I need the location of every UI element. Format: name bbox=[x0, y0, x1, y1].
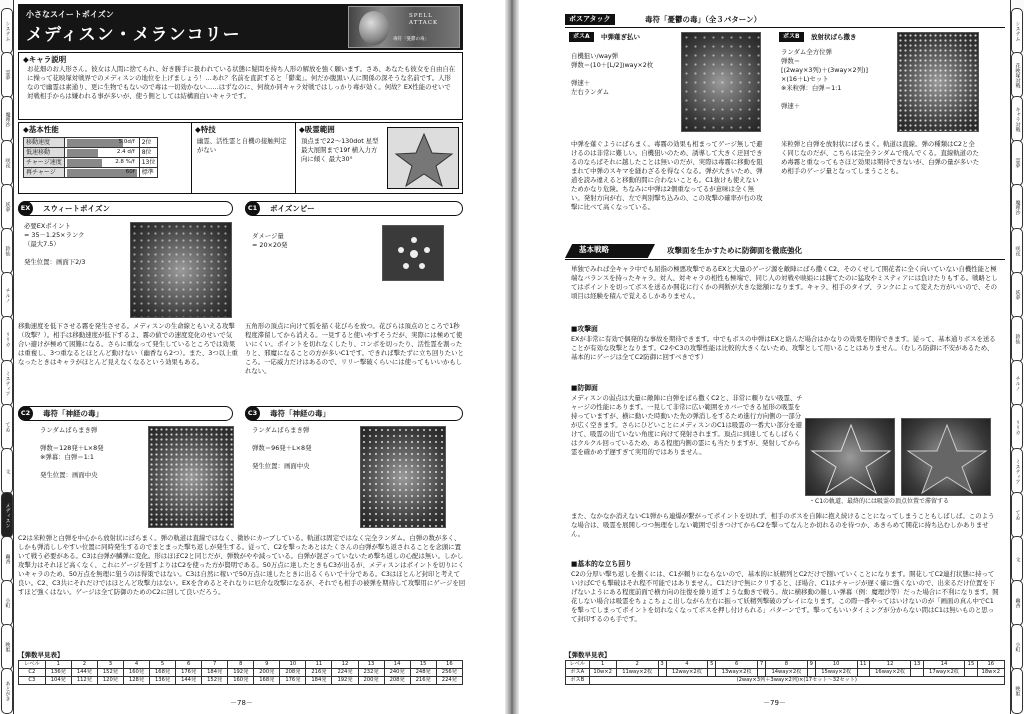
table-header-cell: 4 bbox=[123, 661, 149, 669]
boss-a-info: 自機狙い/way弾 弾数＝(10＋[L/2])way×2枚 弾速＋ 左右ランダム bbox=[571, 52, 654, 96]
tab[interactable]: 幽香 bbox=[1, 536, 13, 582]
table-header-cell: 12 bbox=[869, 661, 911, 669]
trajectory-star-icon bbox=[806, 419, 895, 496]
c1-header bbox=[245, 201, 463, 216]
table-cell: (2way×3列＋3way×2列)×(17セット〜32セット) bbox=[589, 677, 1004, 685]
ex-text: 移動速度を低下させる霧を発生させる。メディスンの生命線ともいえる攻撃（攻撃？）。相手は移動速度が低下するよ、霧の値での速度変化のせいで気合い避けが極めて困難になる。さらに重なって発生しているところでは効果は重複し、3つ重なるとほとんど動けない（幽香なら2つ）。また、3つ以上重なったときはキャラがほとんど見えなくなるという効果もある。 bbox=[18, 322, 238, 366]
table-cell: C3 bbox=[19, 677, 46, 685]
tab[interactable]: 魔理沙 bbox=[1, 96, 13, 142]
boss-a-screenshot bbox=[681, 32, 761, 132]
table-header-cell: 6 bbox=[176, 661, 202, 669]
table-cell: 160発 bbox=[228, 677, 254, 685]
speed-heading-right: 【弾数早見表】 bbox=[565, 651, 611, 659]
tab[interactable]: あとがき bbox=[1, 668, 13, 714]
tab[interactable]: ミスティア bbox=[1011, 448, 1023, 494]
page-78 bbox=[0, 0, 505, 714]
stat-value: 2.4 d/f bbox=[116, 148, 135, 155]
stat-value-cell bbox=[64, 158, 139, 168]
tab[interactable]: 花映塚対戦 bbox=[1011, 52, 1023, 98]
table-header-cell: 13 bbox=[911, 661, 923, 669]
strategy-label: 基本戦略 bbox=[579, 245, 609, 254]
c3-header bbox=[245, 406, 463, 421]
ex-header bbox=[18, 201, 233, 216]
chara-section bbox=[18, 52, 463, 120]
table-cell: 192発 bbox=[332, 677, 358, 685]
flower-shot-icon bbox=[383, 226, 444, 281]
flow-text: C2の分厚い撃ち返しを捌くには、C1が頼りにならないので、基本的に妖精列とC2だけで捌いていくことになります。開花してC2連打状態に持っていけばCでも撃破はそれ程不可能ではありません。C1だけで無にクリすると、ぼ場合、C1はチャージが遅く確に強くないので、出来るだけ位置を下げないようにある程度前面で横方向の往復を繰り返すような動きで戦う。故に横移動の難しい弾幕（例：魔理沙等）だった場合に不利になります。開花しない場合は吸霊をちょこちょこ出しながら左右に振って妖精列撃破のプレイになります。この際一番やってはいけないのが「画面の真ん中でC1を撃ってしまってポイントを切れなくなってボスを押し付けられる」パターンです。撃ってもいいタイミングが分からない間はC1は無いものと思って封印するのも手です。 bbox=[571, 570, 999, 623]
table-cell: 136発 bbox=[150, 677, 176, 685]
stat-value: 60f bbox=[125, 168, 135, 175]
c3-screenshot bbox=[360, 426, 446, 528]
table-header-cell: 2 bbox=[71, 661, 97, 669]
tab[interactable]: 魔理沙 bbox=[1011, 184, 1023, 230]
chara-text: お花畑のお人形さん。彼女は人間に捨てられ、好き勝手に扱われている状態に疑問を持ち人形の解放を強く願います。さあ、あなたも彼女を自由自在に操って花映塚対戦界でのメディスンの地位を上げましょう！…あれ？名前を直訳すると「鬱薬」。何だか腹黒い人に関係の深そうな名前です。人形なので幽霊は素通り、更に生物でもないので毒は一切効かない……はずなのに、何故か同キャラ対戦ではしっかり毒が効く。何故？EX性能のせいで対戦相手からは嫌われる事が多いが、使う側としては結構面白いキャラです。 bbox=[27, 65, 456, 100]
c1-trajectory-screenshot bbox=[805, 418, 895, 496]
stat-label: 移動速度 bbox=[24, 138, 65, 148]
tab[interactable]: 映姫 bbox=[1011, 668, 1023, 714]
c1-final-screenshot bbox=[901, 418, 991, 496]
character-portrait bbox=[348, 6, 460, 48]
character-subtitle: 小さなスイートポイズン bbox=[26, 10, 114, 19]
table-cell: 152発 bbox=[202, 677, 228, 685]
stat-value: 5.0d/f bbox=[118, 138, 135, 145]
table-cell: 18w×2 bbox=[977, 669, 1004, 677]
boss-attack-label: ボスアタック bbox=[565, 14, 615, 25]
table-cell: C2 bbox=[19, 669, 46, 677]
stat-rank: 2位 bbox=[139, 138, 158, 148]
table-cell: 16way×2枚 bbox=[869, 669, 911, 677]
ex-title: スウィートポイズン bbox=[43, 204, 110, 213]
table-header-cell: 5 bbox=[150, 661, 176, 669]
defense-text-2: また、なかなか消えないC1弾から連爆が繋がってポイントを切れず、相手のボスを自陣に抱え続けることになってしまうこともしばしば。このような場合は、吸霊を展開しつつ無理をしない範囲で引きつけてからC2を撃ってなんとか切れるのを待つか、あきらめて開花に持ち込むしかありません。 bbox=[571, 512, 995, 538]
table-header-cell: 3 bbox=[658, 661, 666, 669]
boss-b-info: ランダム全方位弾 弾数＝ [(2way×3列)＋(3way×2列)] ×(16＋L)セット ※米粒弾：白弾＝1:1 弾速＋ bbox=[781, 48, 868, 110]
boss-b-screenshot bbox=[897, 32, 979, 132]
tab[interactable]: リリカ bbox=[1, 316, 13, 362]
table-cell: 208発 bbox=[280, 669, 306, 677]
tab[interactable]: 映姫 bbox=[1, 624, 13, 670]
page-number: －78－ bbox=[230, 698, 253, 707]
tab[interactable]: システム bbox=[1, 8, 13, 54]
title-band bbox=[18, 4, 463, 50]
attack-text: EXが非常に有効で偶発的な事故を期待できます。中でもボスの中弾はEXと絡んだ場合はかなりの効果を期待できます。従って、基本通りボスを送ることが有効な攻撃となります。C2やC3の攻撃性能は比較的大きくないため、攻撃として用いることはありません。（むしろ防御に不安があるため、基本的にゲージは全てC2防御に回すべきです） bbox=[571, 335, 996, 361]
character-name: メディスン・メランコリー bbox=[26, 25, 241, 45]
table-cell: 176発 bbox=[176, 669, 202, 677]
stats-table bbox=[23, 137, 158, 178]
page-79 bbox=[519, 0, 1024, 714]
tab[interactable]: 幽香 bbox=[1011, 580, 1023, 626]
table-cell: 144発 bbox=[71, 669, 97, 677]
stat-row bbox=[24, 168, 158, 178]
figure-caption: ・C1の軌道、最終的には吸霊の頂点位置で滞留する bbox=[809, 498, 950, 505]
table-header-cell: 4 bbox=[666, 661, 708, 669]
stat-label: 低速移動 bbox=[24, 148, 65, 158]
c1-text: 五角形の頂点に向けて弧を描く花びらを放つ。花びらは頂点のところで1秒程度滞留してから消える。一見すると使いやすそうだが、実際には極めて使いにくい。ポイントを切れなくしたり、コンボを切ったり、活性霊を割ったりと、邪魔になることの方が多いC1です。できれば撃たずに立ち回りたいところ。一応威力だけはあるので、リリー撃破くらいには使ってもいいかもしれない。 bbox=[245, 322, 464, 375]
table-cell: 176発 bbox=[280, 677, 306, 685]
table-cell: 152発 bbox=[97, 669, 123, 677]
table-header-cell: 10 bbox=[815, 661, 857, 669]
stat-value-cell bbox=[64, 148, 139, 158]
star-absorb-icon bbox=[388, 128, 460, 190]
table-cell: 224発 bbox=[436, 677, 462, 685]
stat-rank: 標準 bbox=[139, 168, 158, 178]
table-cell: 160発 bbox=[123, 669, 149, 677]
table-cell: ボスB bbox=[566, 677, 590, 685]
tab[interactable]: 霊夢 bbox=[1, 52, 13, 98]
attack-heading: ■攻撃面 bbox=[571, 325, 598, 333]
tab-active[interactable]: メディスン bbox=[1, 492, 13, 538]
table-header-cell: 9 bbox=[807, 661, 815, 669]
c3-badge: C3 bbox=[245, 406, 260, 421]
stat-value-cell bbox=[64, 168, 139, 178]
table-header-cell: 8 bbox=[766, 661, 808, 669]
table-cell: 168発 bbox=[150, 669, 176, 677]
table-header-cell: レベル bbox=[566, 661, 590, 669]
c2-c3-text: C2は米粒弾と白弾を中心から放射状にばらまく。弾の軌道は直線ではなく、微妙にカーブしている。軌道は固定ではなく完全ランダム。白弾の数が多く、しかも弾消ししやすい位置に同時発生するのでまとまった撃ち返しが発生する。従って、C2を撃ったあとはたくさんの白弾が撃ち返されることを念頭に置いて戦う必要がある。C3は白弾が鱗弾に変化。形はほぼC2と同じだが、弾数がやや減っている。白弾が混ざっていないため撃ち返しの心配は無い。しかし攻撃力はそれほど高くなく、これにゲージを回すよりはC2を使った方が賢明である。50万点に達したときもC3が出るが、メディスンはポイントを切りにくいキャラのため、50万点を無理に狙うのは得策ではない。C3は自然に稼いで50万点に達したときに出るくらいで十分である。C3はほとんど封印と考えて良い。C2、C3共にそれだけではほとんど攻撃力はない。EXを含めるとそれなりに厄介な攻撃になるが、それでも相手の被弾を期待して攻撃用にゲージを回すほど強くはない。ゲージは全て防御のためのC2に回して良いだろう。 bbox=[18, 534, 466, 596]
defense-text: メディスンの弱点は大量に敵陣に白弾をばら撒くC2と、非常に頼りない吸霊、チャージの性能にあります。一見して非常に広い範囲をカバーできる星形の吸霊を持っていますが、横に動いた時動いた先の弾消しをするため進行方向側の一部分が広く空きます。さらにひどいことにメディスンのC1は吸霊の一番大い部分を避けて、吸霊の出ていない角度に向けて発射されます。頂点に到達してもしばらくはクルクル回っているため、ある程度内側の霊にも当たりますが、発射してから霊を確かめず遅すぎて実用的ではありません。 bbox=[571, 394, 803, 456]
table-cell: 200発 bbox=[358, 677, 384, 685]
boss-bullet-count-table bbox=[565, 660, 1005, 685]
tab[interactable]: チルノ bbox=[1, 272, 13, 318]
stat-label: チャージ速度 bbox=[24, 158, 65, 168]
tab[interactable]: システム bbox=[1011, 8, 1023, 54]
tab[interactable]: 鈴仙 bbox=[1011, 316, 1023, 362]
table-cell: 11way×2枚 bbox=[616, 669, 658, 677]
strategy-text: 単独でみれば全キャラ中でも屈指の極悪攻撃であるEXと大量のゲージ源を敵陣にばら撒くC2、そのくせして開花者に全く向いていない自機性能と極端なバランスを持ったキャラ。対人、対キャラの相性も極端で、同じ人の対戦や映姫には勝てたのに猛攻やミスティアには負けたりもする。戦略としてはポイントを切ってボスを送るか開花に行くかの判断が大きな総額になります。キャラ、相手のタイプ、ランクによって変えた方がいいので、その頃目は経験を積んで覚えるしかありません。 bbox=[571, 265, 998, 300]
table-cell bbox=[807, 669, 815, 677]
ex-info: 必要EXポイント = 35－1.25×ランク （最大7.5） 発生位置：画面下2/3 bbox=[24, 222, 86, 266]
tab[interactable]: リリカ bbox=[1011, 404, 1023, 450]
basic-heading: ◆基本性能 bbox=[23, 125, 59, 134]
tab[interactable]: 咲夜 bbox=[1011, 228, 1023, 274]
speed-heading: 【弾数早見表】 bbox=[18, 651, 64, 659]
table-header-cell: 16 bbox=[436, 661, 462, 669]
c3-info: ランダムばらまき弾 弾数＝96発＋L×8発 発生位置：画面中央 bbox=[252, 426, 312, 470]
table-cell: 12way×2枚 bbox=[666, 669, 708, 677]
boss-attack-title: 毒符「憂鬱の毒」（全３パターン） bbox=[645, 15, 762, 24]
table-header-cell: 1 bbox=[589, 661, 616, 669]
table-header-cell: 1 bbox=[45, 661, 71, 669]
table-header-cell: 9 bbox=[254, 661, 280, 669]
stat-rank: 8位 bbox=[139, 148, 158, 158]
tab[interactable]: 文 bbox=[1, 448, 13, 494]
table-header-cell: 7 bbox=[758, 661, 766, 669]
c2-info: ランダムばらまき弾 弾数＝128発＋L×8発 ※弾幕：白弾＝1:1 発生位置：画面中央 bbox=[40, 426, 104, 479]
boss-b-title: 放射状ばら撒き bbox=[811, 33, 857, 41]
c1-title: ボイズンピー bbox=[270, 204, 315, 213]
table-header-cell: 11 bbox=[306, 661, 332, 669]
c1-badge: C1 bbox=[245, 201, 260, 216]
table-cell: 15way×2枚 bbox=[815, 669, 857, 677]
c2-badge: C2 bbox=[18, 406, 33, 421]
table-header-cell: 13 bbox=[358, 661, 384, 669]
boss-b-tag: ボスB bbox=[779, 32, 804, 42]
table-cell: 216発 bbox=[410, 677, 436, 685]
table-header-cell: 15 bbox=[965, 661, 977, 669]
stat-label: 再チャージ bbox=[24, 168, 65, 178]
c2-title: 毒符「神経の毒」 bbox=[43, 409, 103, 418]
table-cell: 184発 bbox=[202, 669, 228, 677]
table-row bbox=[566, 669, 1005, 677]
tab[interactable]: キャラ対戦 bbox=[1011, 96, 1023, 142]
table-header-cell: 6 bbox=[716, 661, 758, 669]
trait-text: 幽霊、活性霊と自機の接触判定がない bbox=[197, 137, 287, 154]
table-cell: 232発 bbox=[358, 669, 384, 677]
table-cell bbox=[758, 669, 766, 677]
page-number: －79－ bbox=[763, 698, 786, 707]
table-header-cell: 11 bbox=[857, 661, 869, 669]
absorb-heading: ◆吸霊範囲 bbox=[299, 125, 335, 134]
stat-value-cell bbox=[64, 138, 139, 148]
boss-a-tag: ボスA bbox=[569, 32, 594, 42]
table-header-cell: 16 bbox=[977, 661, 1004, 669]
table-cell: 128発 bbox=[123, 677, 149, 685]
stat-row bbox=[24, 138, 158, 148]
tab[interactable]: ミスティア bbox=[1, 360, 13, 406]
stats-section bbox=[18, 122, 463, 194]
table-cell: 144発 bbox=[176, 677, 202, 685]
table-header-cell: 5 bbox=[708, 661, 716, 669]
flow-heading: ■基本的な立ち回り bbox=[571, 560, 632, 568]
ex-screenshot bbox=[130, 222, 232, 318]
table-cell: 112発 bbox=[71, 677, 97, 685]
table-cell: 136発 bbox=[45, 669, 71, 677]
table-cell: 184発 bbox=[306, 677, 332, 685]
table-cell: 200発 bbox=[254, 669, 280, 677]
stat-row bbox=[24, 158, 158, 168]
c2-screenshot bbox=[148, 426, 234, 528]
strategy-title: 攻撃面を生かすために防御面を徹底強化 bbox=[667, 246, 802, 255]
tab[interactable]: 妖夢 bbox=[1011, 272, 1023, 318]
tab[interactable]: てゐ bbox=[1, 404, 13, 450]
table-header-cell: レベル bbox=[19, 661, 46, 669]
boss-a-title: 中弾薙ぎ払い bbox=[601, 33, 640, 41]
table-cell: ボスA bbox=[566, 669, 590, 677]
absorb-text: 頂点まで22～130dot 星型 最大展開まで19f 横入力方向に傾く 最大30° bbox=[301, 137, 379, 163]
table-header-cell: 8 bbox=[228, 661, 254, 669]
tab[interactable]: 小町 bbox=[1, 580, 13, 626]
table-cell: 104発 bbox=[45, 677, 71, 685]
defense-heading: ■防御面 bbox=[571, 384, 598, 392]
c2-header bbox=[18, 406, 233, 421]
tab[interactable]: てゐ bbox=[1011, 492, 1023, 538]
table-cell: 168発 bbox=[254, 677, 280, 685]
table-header-row bbox=[566, 661, 1005, 669]
table-cell bbox=[658, 669, 666, 677]
stat-value: 2.8 %/f bbox=[115, 158, 135, 165]
portrait-caption: 毒符「憂鬱の毒」 bbox=[393, 37, 429, 42]
table-cell: 192発 bbox=[228, 669, 254, 677]
table-cell: 224発 bbox=[332, 669, 358, 677]
table-cell: 14way×2枚 bbox=[766, 669, 808, 677]
table-row bbox=[19, 669, 463, 677]
portrait-spell-label: SPELL ATTACK bbox=[409, 13, 439, 27]
tab[interactable]: 霊夢 bbox=[1011, 140, 1023, 186]
tab[interactable]: 文 bbox=[1011, 536, 1023, 582]
tab[interactable]: 妖夢 bbox=[1, 184, 13, 230]
c1-screenshot bbox=[382, 225, 444, 281]
stat-rank: 13位 bbox=[139, 158, 158, 168]
table-row bbox=[566, 677, 1005, 685]
c1-info: ダメージ量 = 20×20発 bbox=[252, 232, 288, 249]
book-gutter bbox=[505, 0, 519, 714]
table-header-cell: 15 bbox=[410, 661, 436, 669]
table-cell: 216発 bbox=[306, 669, 332, 677]
table-cell: 13way×2枚 bbox=[716, 669, 758, 677]
index-tabs-right bbox=[1010, 0, 1024, 714]
tab[interactable]: 小町 bbox=[1011, 624, 1023, 670]
table-header-row bbox=[19, 661, 463, 669]
tab[interactable]: チルノ bbox=[1011, 360, 1023, 406]
table-cell: 120発 bbox=[97, 677, 123, 685]
table-cell bbox=[911, 669, 923, 677]
stat-row bbox=[24, 148, 158, 158]
absorb-diagram bbox=[387, 127, 459, 189]
trait-heading: ◆特技 bbox=[195, 125, 216, 134]
table-cell bbox=[857, 669, 869, 677]
chara-heading: ◆キャラ説明 bbox=[23, 55, 67, 64]
portrait-figure bbox=[359, 11, 389, 45]
boss-a-text: 中弾を薙ぐようにばらまく。毒霧の効果も相まってゲージ無しで避けるのは非常に難しい。自機狙いのため、誘導して大きく迂回できるのならばそれに越したことは無いのだが、実際は毒霧に移動を阻まれて中弾のスキマを縫わざるを得なくなる。弾が大きいため、弾道を読み違えると移動的間に合わないことも。C1抜けも使えないためかなり危険。ちなみに中弾は2個重なってるが意味は全く無い。発射方向が右、左で判別撃ち込みの、この攻撃の確率が右の攻撃に比べて高くなっている。 bbox=[571, 140, 763, 211]
table-header-cell: 2 bbox=[616, 661, 658, 669]
c3-title: 毒符「神経の毒」 bbox=[270, 409, 330, 418]
table-cell: 17way×2枚 bbox=[923, 669, 965, 677]
table-header-cell: 14 bbox=[923, 661, 965, 669]
table-cell: 248発 bbox=[410, 669, 436, 677]
index-tabs-left bbox=[0, 0, 14, 714]
ex-badge: EX bbox=[18, 201, 33, 216]
table-cell: 208発 bbox=[384, 677, 410, 685]
tab[interactable]: 鈴仙 bbox=[1, 228, 13, 274]
table-header-cell: 14 bbox=[384, 661, 410, 669]
tab[interactable]: 咲夜 bbox=[1, 140, 13, 186]
bullet-count-table bbox=[18, 660, 463, 685]
table-header-cell: 7 bbox=[202, 661, 228, 669]
table-cell bbox=[708, 669, 716, 677]
table-cell: 256発 bbox=[436, 669, 462, 677]
boss-b-text: 米粒弾と白弾を放射状にばらまく。軌道は直線。弾の種類はC2と全く同じなのだが、こちらは完全ランダムで飛んでくる。直線軌道のため毒霧と重なってもさほど効果は期待できないが、白弾の量が多いため相手のゲージ量となってしまうことも。 bbox=[781, 140, 980, 175]
table-header-cell: 10 bbox=[280, 661, 306, 669]
table-cell bbox=[965, 669, 977, 677]
table-header-cell: 3 bbox=[97, 661, 123, 669]
table-header-cell: 12 bbox=[332, 661, 358, 669]
absorb-star-icon bbox=[902, 419, 991, 496]
table-cell: 10w×2 bbox=[589, 669, 616, 677]
table-cell: 240発 bbox=[384, 669, 410, 677]
table-row bbox=[19, 677, 463, 685]
